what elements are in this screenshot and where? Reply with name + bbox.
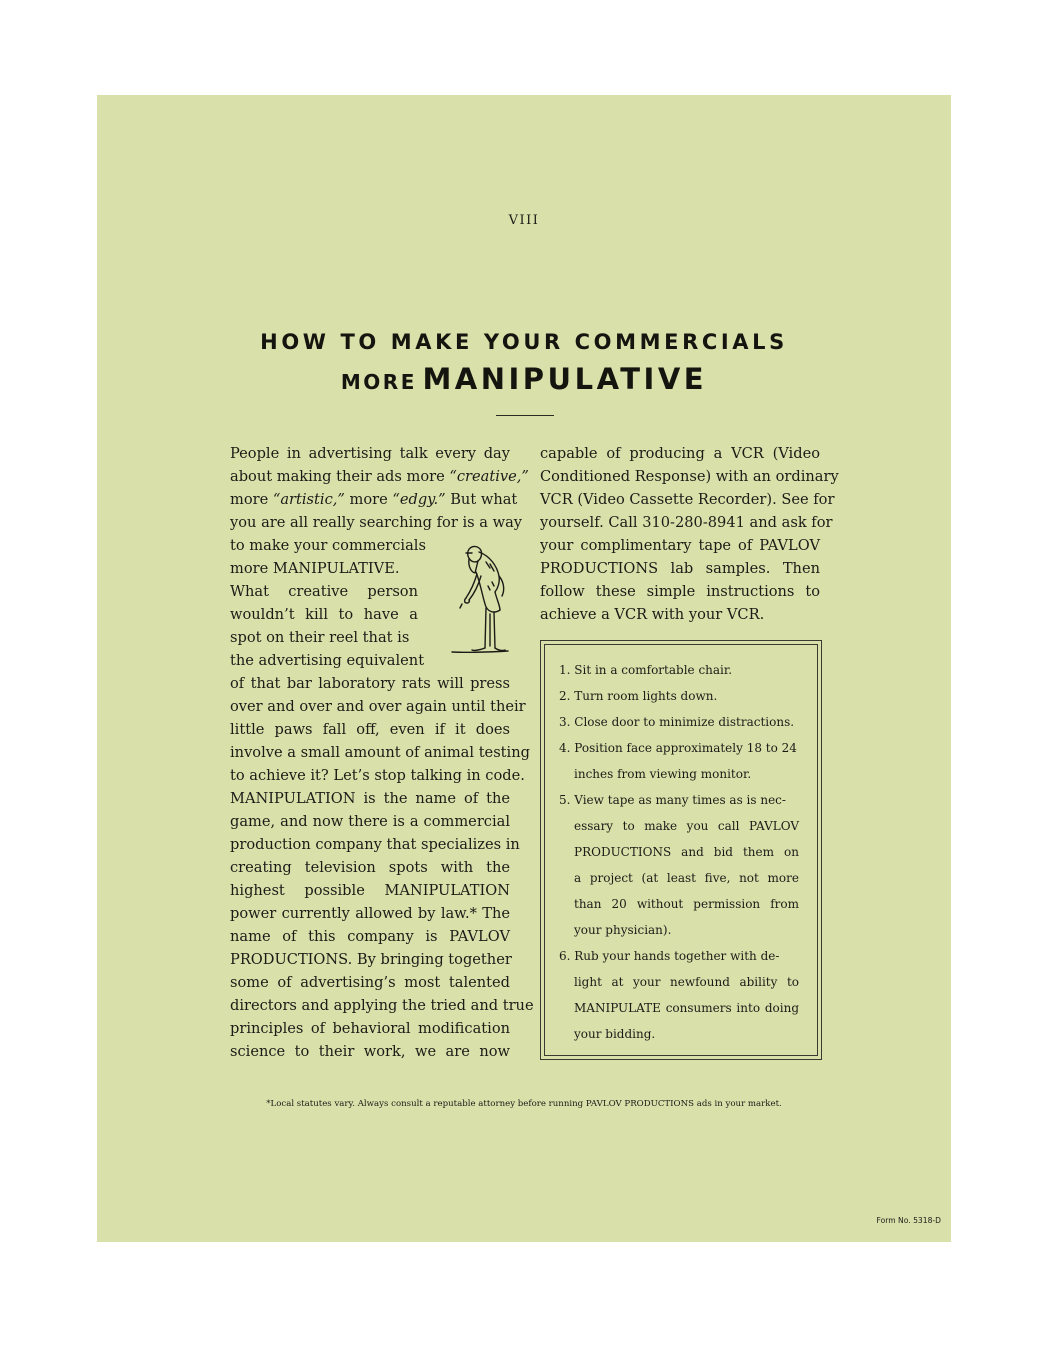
body-line: What creative person [230, 583, 418, 600]
body-line: some of advertising’s most talented [230, 974, 510, 991]
body-line: to make your commercials [230, 537, 426, 554]
body-line: wouldn’t kill to have a [230, 606, 418, 623]
body-line: more MANIPULATIVE. [230, 560, 400, 577]
headline [97, 327, 951, 404]
instruction-item [559, 787, 799, 943]
body-column-left [230, 442, 534, 1063]
body-line: creating television spots with the [230, 859, 510, 876]
body-line: name of this company is PAVLOV [230, 928, 510, 945]
footnote: *Local statutes vary. Always consult a reputable attorney before running PAVLOV PRODUCTIONS ads in your market. [266, 1099, 782, 1109]
body-line: involve a small amount of animal testing [230, 744, 530, 761]
headline-line-2 [97, 359, 951, 404]
body-line: highest possible MANIPULATION [230, 882, 510, 899]
instruction-line: 3. Close door to minimize distractions. [559, 715, 795, 729]
instruction-item [559, 709, 799, 735]
instruction-item [559, 943, 799, 1047]
body-line: little paws fall off, even if it does [230, 721, 510, 738]
body-line: yourself. Call 310-280-8941 and ask for [540, 514, 833, 531]
instruction-line: 2. Turn room lights down. [559, 689, 718, 703]
instruction-line: a project (at least five, not more [574, 871, 799, 885]
instruction-item [559, 657, 799, 683]
body-line: People in advertising talk every day [230, 445, 510, 462]
instruction-line: 6. Rub your hands together with de- [559, 949, 780, 963]
body-line: to achieve it? Let’s stop talking in code. [230, 767, 525, 784]
body-line: directors and applying the tried and true [230, 997, 534, 1014]
instructions-list [559, 657, 799, 1047]
body-line: spot on their reel that is [230, 629, 410, 646]
instruction-line: 5. View tape as many times as is nec- [559, 793, 786, 807]
body-line: about making their ads more “creative,” [230, 468, 529, 485]
page-number: VIII [508, 213, 540, 228]
instruction-item [559, 735, 799, 787]
body-line: MANIPULATION is the name of the [230, 790, 510, 807]
body-line: PRODUCTIONS. By bringing together [230, 951, 512, 968]
headline-line-1: HOW TO MAKE YOUR COMMERCIALS [260, 330, 788, 354]
instruction-line: than 20 without permission from [574, 897, 799, 911]
instruction-line: 4. Position face approximately 18 to 24 [559, 741, 797, 755]
title-divider [496, 415, 554, 416]
instructions-box [540, 640, 822, 1060]
headline-manipulative: MANIPULATIVE [422, 362, 708, 396]
body-line: your complimentary tape of PAVLOV [540, 537, 820, 554]
headline-more: MORE [340, 370, 417, 394]
body-line: principles of behavioral modification [230, 1020, 510, 1037]
instruction-line: MANIPULATE consumers into doing [574, 1001, 799, 1015]
body-line: game, and now there is a commercial [230, 813, 510, 830]
body-line: the advertising equivalent [230, 652, 425, 669]
body-line: follow these simple instructions to [540, 583, 820, 600]
instruction-line: your bidding. [574, 1027, 656, 1041]
form-number: Form No. 5318-D [876, 1216, 941, 1225]
body-line: capable of producing a VCR (Video [540, 445, 820, 462]
body-line: VCR (Video Cassette Recorder). See for [540, 491, 835, 508]
body-line: over and over and over again until their [230, 698, 526, 715]
instruction-line: light at your newfound ability to [574, 975, 799, 989]
instruction-line: PRODUCTIONS and bid them on [574, 845, 799, 859]
instruction-line: essary to make you call PAVLOV [574, 819, 799, 833]
scientist-illustration [450, 542, 520, 666]
instruction-line: your physician). [574, 923, 672, 937]
body-line: PRODUCTIONS lab samples. Then [540, 560, 820, 577]
body-line: Conditioned Response) with an ordinary [540, 468, 839, 485]
instruction-line: 1. Sit in a comfortable chair. [559, 663, 733, 677]
body-line: power currently allowed by law.* The [230, 905, 510, 922]
body-line: of that bar laboratory rats will press [230, 675, 510, 692]
body-line: production company that specializes in [230, 836, 520, 853]
body-line: science to their work, we are now [230, 1043, 510, 1060]
emphasized-word: “creative,” [449, 468, 529, 485]
instruction-item [559, 683, 799, 709]
emphasized-word: “artistic,” [272, 491, 345, 508]
body-line: you are all really searching for is a way [230, 514, 523, 531]
emphasized-word: “edgy.” [392, 491, 446, 508]
body-column-right [540, 442, 839, 626]
body-line: achieve a VCR with your VCR. [540, 606, 765, 623]
ad-panel [97, 95, 951, 1242]
instruction-line: inches from viewing monitor. [574, 767, 752, 781]
body-line: more “artistic,” more “edgy.” But what [230, 491, 518, 508]
